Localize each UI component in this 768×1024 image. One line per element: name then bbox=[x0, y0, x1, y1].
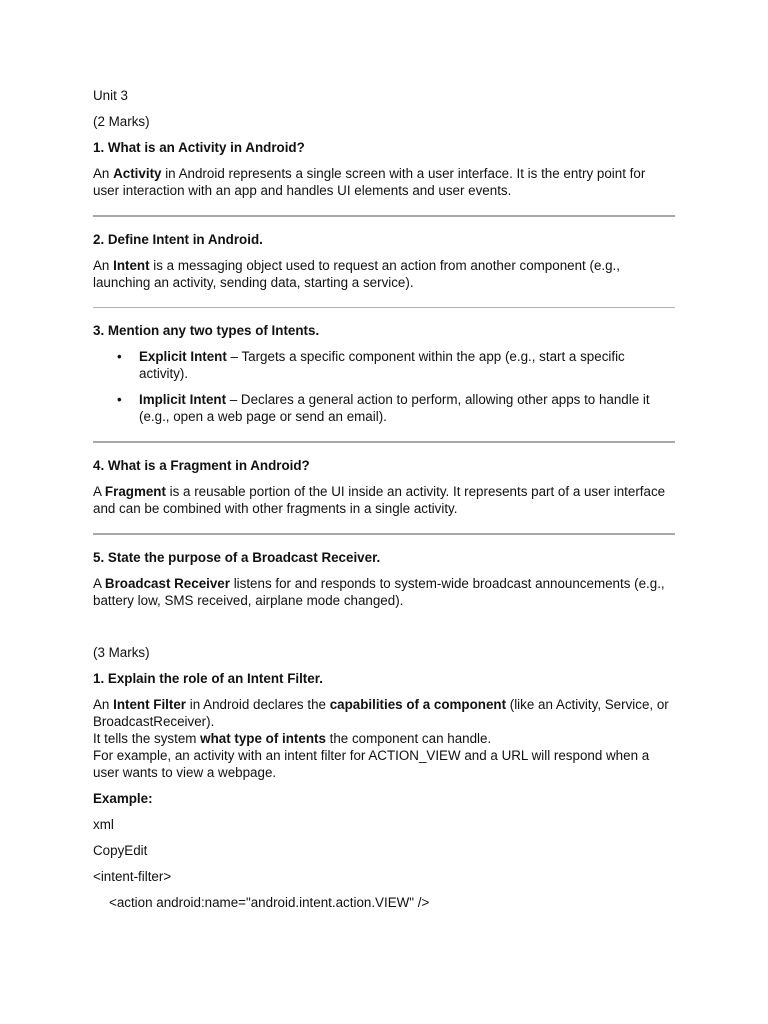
answer-text: is a reusable portion of the UI inside an activity. It represents part of a user interface and can be combined with other fragments in a single activity. bbox=[93, 484, 666, 516]
section-divider bbox=[93, 441, 675, 443]
question-2-answer bbox=[93, 257, 675, 291]
question-5-answer bbox=[93, 575, 675, 609]
answer-text: (like an Activity, Service, or BroadcastReceiver). bbox=[93, 697, 669, 729]
list-item bbox=[93, 348, 675, 382]
document-page bbox=[93, 87, 675, 920]
section-heading-3-marks: (3 Marks) bbox=[93, 645, 150, 660]
example-label: Example: bbox=[93, 791, 153, 806]
answer-term: capabilities of a component bbox=[329, 697, 507, 712]
answer-text: An bbox=[93, 166, 114, 181]
code-line: <intent-filter> bbox=[93, 869, 172, 884]
list-item bbox=[93, 391, 675, 425]
copy-edit-label: CopyEdit bbox=[93, 843, 148, 858]
section-divider bbox=[93, 215, 675, 217]
answer-text: A bbox=[93, 484, 105, 499]
answer-text: in Android declares the bbox=[186, 697, 330, 712]
section-divider bbox=[93, 533, 675, 535]
answer-text: It tells the system bbox=[93, 731, 201, 746]
question-5-heading: 5. State the purpose of a Broadcast Receiver. bbox=[93, 550, 381, 565]
section-divider bbox=[93, 307, 675, 308]
question-3-heading: 3. Mention any two types of Intents. bbox=[93, 323, 320, 338]
answer-term: Intent bbox=[113, 258, 150, 273]
list-item-text: – Declares a general action to perform, allowing other apps to handle it (e.g., open a web page or send an email). bbox=[139, 392, 650, 424]
answer-term: what type of intents bbox=[200, 731, 326, 746]
question-1-answer bbox=[93, 165, 675, 199]
list-item-term: Implicit Intent bbox=[139, 392, 227, 407]
answer-text: An bbox=[93, 697, 114, 712]
question-3m-1-answer bbox=[93, 696, 675, 781]
list-item-text: – Targets a specific component within the app (e.g., start a specific activity). bbox=[139, 349, 625, 381]
unit-title: Unit 3 bbox=[93, 88, 128, 103]
question-1-heading: 1. What is an Activity in Android? bbox=[93, 140, 305, 155]
answer-term: Broadcast Receiver bbox=[104, 576, 230, 591]
answer-text: the component can handle. bbox=[325, 731, 492, 746]
bullet-icon: • bbox=[117, 349, 122, 364]
section-gap bbox=[93, 618, 675, 644]
answer-text: An bbox=[93, 258, 114, 273]
question-4-heading: 4. What is a Fragment in Android? bbox=[93, 458, 310, 473]
intent-types-list bbox=[93, 348, 675, 425]
answer-term: Fragment bbox=[104, 484, 166, 499]
code-language-label: xml bbox=[93, 817, 114, 832]
answer-term: Activity bbox=[113, 166, 162, 181]
bullet-icon: • bbox=[117, 392, 122, 407]
answer-text: in Android represents a single screen with a user interface. It is the entry point for user interaction with an app and handles UI elements and user events. bbox=[93, 166, 646, 198]
answer-text: listens for and responds to system-wide broadcast announcements (e.g., battery low, SMS received, airplane mode changed). bbox=[93, 576, 665, 608]
answer-term: Intent Filter bbox=[113, 697, 187, 712]
question-2-heading: 2. Define Intent in Android. bbox=[93, 232, 263, 247]
answer-text: A bbox=[93, 576, 105, 591]
answer-text: is a messaging object used to request an action from another component (e.g., launching an activity, sending data, starting a service). bbox=[93, 258, 620, 290]
question-3m-1-heading: 1. Explain the role of an Intent Filter. bbox=[93, 671, 323, 686]
code-line: <action android:name="android.intent.action.VIEW" /> bbox=[109, 895, 430, 910]
question-4-answer bbox=[93, 483, 675, 517]
section-heading-2-marks: (2 Marks) bbox=[93, 114, 150, 129]
list-item-term: Explicit Intent bbox=[139, 349, 227, 364]
answer-text: For example, an activity with an intent filter for ACTION_VIEW and a URL will respond when a user wants to view a webpage. bbox=[93, 748, 650, 780]
